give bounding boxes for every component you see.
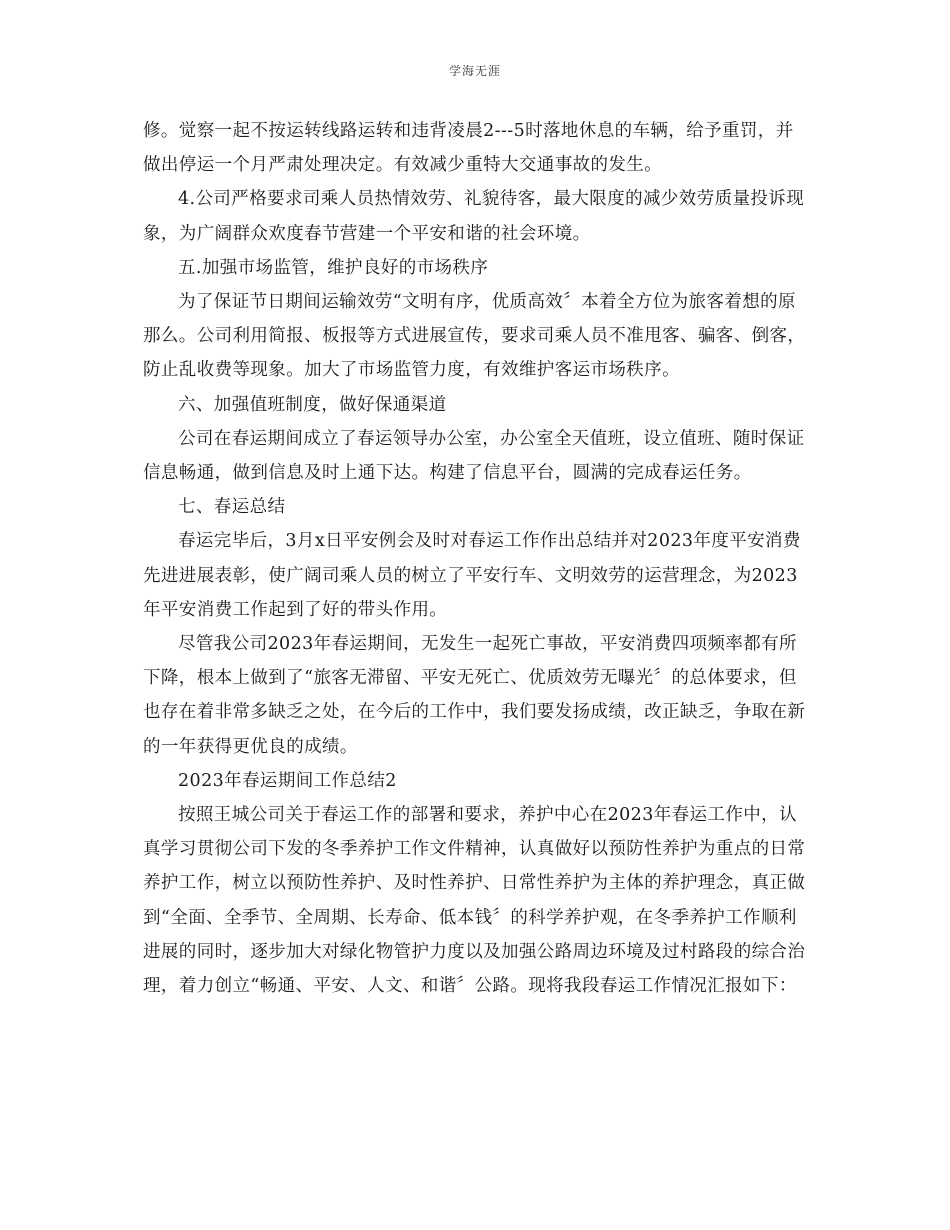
page-header: 学海无涯 bbox=[448, 64, 501, 78]
document-subtitle: 2023年春运期间工作总结2 bbox=[178, 770, 397, 791]
section-heading-7: 七、春运总结 bbox=[178, 497, 286, 518]
paragraph-shortcomings: 尽管我公司2023年春运期间，无发生一起死亡事故，平安消费四项频率都有所下降，根本上做到了“旅客无滞留、平安无死亡、优质效劳无曝光〞的总体要求，但也存在着非常多缺乏之处，在今后的工作中，我们要发扬成绩，改正缺乏，争取在新的一年获得更优良的成绩。 bbox=[143, 634, 806, 757]
paragraph-summary: 春运完毕后，3月x日平安例会及时对春运工作作出总结并对2023年度平安消费先进进展表彰，使广阔司乘人员的树立了平安行车、文明效劳的运营理念，为2023年平安消费工作起到了好的带头作用。 bbox=[143, 531, 801, 620]
paragraph-market-supervision: 为了保证节日期间运输效劳“文明有序，优质高效〞本着全方位为旅客着想的原那么。公司利用简报、板报等方式进展宣传，要求司乘人员不准甩客、骗客、倒客，防止乱收费等现象。加大了市场监管力度，有效维护客运市场秩序。 bbox=[143, 292, 806, 381]
paragraph-maintenance-center: 按照王城公司关于春运工作的部署和要求，养护中心在2023年春运工作中，认真学习贯彻公司下发的冬季养护工作文件精神，认真做好以预防性养护为重点的日常养护工作，树立以预防性养护、及时性养护、日常性养护为主体的养护理念，真正做到“全面、全季节、全周期、长寿命、低本钱〞的科学养护观，在冬季养护工作顺利进展的同时，逐步加大对绿化物管护力度以及加强公路周边环境及过村路段的综合治理，着力创立“畅通、平安、人文、和谐〞公路。现将我段春运工作情况汇报如下： bbox=[143, 805, 806, 997]
section-heading-5: 五.加强市场监管，维护良好的市场秩序 bbox=[178, 257, 489, 278]
document-body bbox=[143, 114, 807, 1003]
paragraph-duty-system: 公司在春运期间成立了春运领导办公室，办公室全天值班，设立值班、随时保证信息畅通，做到信息及时上通下达。构建了信息平台，圆满的完成春运任务。 bbox=[143, 428, 805, 484]
section-heading-6: 六、加强值班制度，做好保通渠道 bbox=[178, 394, 447, 415]
paragraph-item-4: 4.公司严格要求司乘人员热情效劳、礼貌待客，最大限度的减少效劳质量投诉现象，为广阔群众欢度春节营建一个平安和谐的社会环境。 bbox=[143, 189, 805, 244]
paragraph-continuation: 修。觉察一起不按运转线路运转和违背凌晨2---5时落地休息的车辆，给予重罚，并做出停运一个月严肃处理决定。有效减少重特大交通事故的发生。 bbox=[143, 121, 794, 176]
